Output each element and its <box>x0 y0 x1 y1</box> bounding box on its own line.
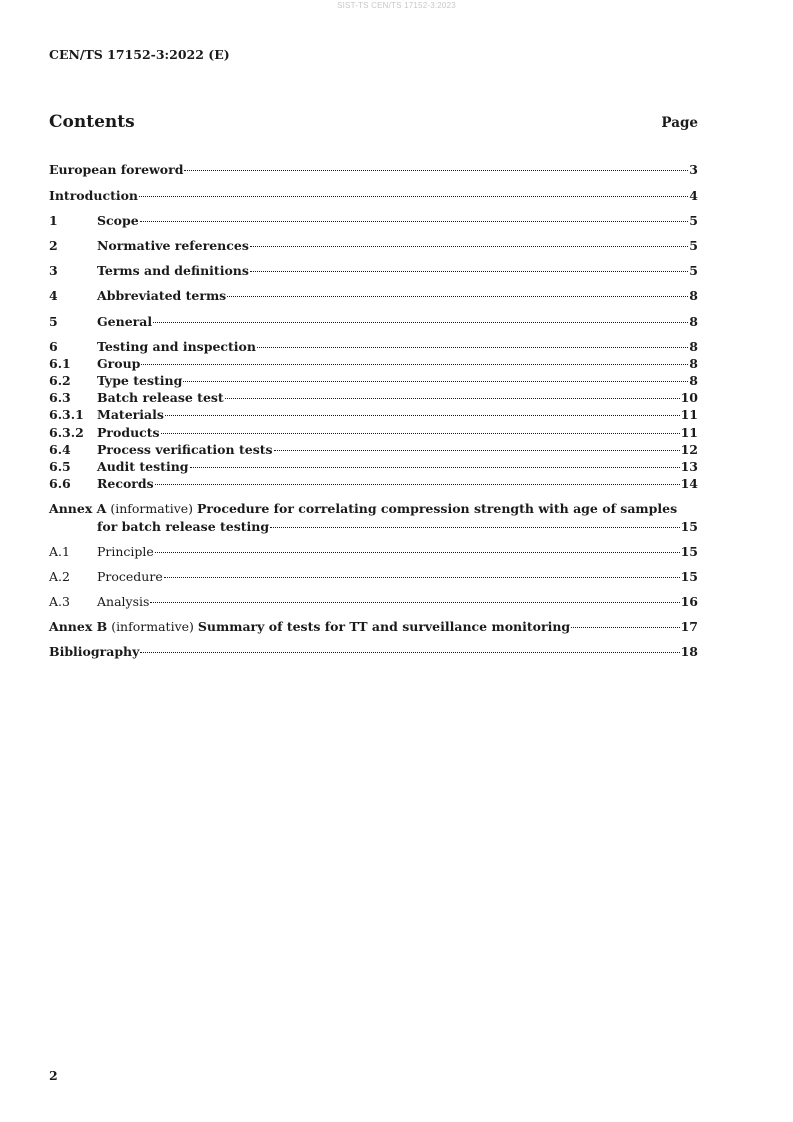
toc-entry-number: 6 <box>49 339 58 354</box>
leader-dots <box>139 196 688 197</box>
toc-entry-title: Batch release test <box>97 390 224 405</box>
toc-entry-type-testing[interactable] <box>49 372 698 389</box>
toc-entry-page: 8 <box>689 373 698 388</box>
toc-entry-page: 15 <box>680 569 698 584</box>
leader-dots <box>161 433 680 434</box>
toc-entry-number: A.1 <box>49 544 70 559</box>
toc-entry-number: 6.3 <box>49 390 71 405</box>
annex-title: Summary of tests for TT and surveillance monitoring <box>197 619 571 634</box>
toc-entry-title: Analysis <box>97 594 150 609</box>
toc-entry-scope[interactable] <box>49 212 698 229</box>
annex-label: Annex A <box>49 501 107 516</box>
leader-dots <box>257 347 688 348</box>
toc-entry-audit-testing[interactable] <box>49 458 698 475</box>
toc-entry-title: European foreword <box>49 162 184 177</box>
toc-entry-number: 6.4 <box>49 442 71 457</box>
toc-entry-page: 10 <box>680 390 698 405</box>
toc-entry-title: Abbreviated terms <box>97 288 227 303</box>
page-column-label: Page <box>661 115 698 131</box>
leader-dots <box>270 527 679 528</box>
toc-entry-number: 3 <box>49 263 58 278</box>
toc-entry-title: Normative references <box>97 238 249 253</box>
toc-entry-products[interactable] <box>49 424 698 441</box>
toc-entry-number: 6.6 <box>49 476 71 491</box>
toc-entry-page: 4 <box>689 188 698 203</box>
toc-entry-principle[interactable] <box>49 543 698 560</box>
toc-entry-page: 14 <box>680 476 698 491</box>
toc-entry-page: 11 <box>680 425 698 440</box>
leader-dots <box>141 364 688 365</box>
leader-dots <box>274 450 680 451</box>
toc-entry-page: 15 <box>680 544 698 559</box>
toc-entry-title: Records <box>97 476 154 491</box>
toc-entry-number: 6.2 <box>49 373 71 388</box>
toc-entry-title: Process verification tests <box>97 442 273 457</box>
toc-entry-number: 6.3.2 <box>49 425 84 440</box>
toc-entry-page: 8 <box>689 356 698 371</box>
annex-type: (informative) <box>110 501 194 516</box>
toc-entry-title: Terms and definitions <box>97 263 249 278</box>
page-number: 2 <box>49 1068 58 1083</box>
leader-dots <box>155 552 680 553</box>
toc-entry-foreword[interactable] <box>49 161 698 178</box>
toc-entry-number: A.2 <box>49 569 70 584</box>
leader-dots <box>250 246 688 247</box>
toc-entry-page: 8 <box>689 314 698 329</box>
toc-entry-bibliography[interactable] <box>49 643 698 660</box>
toc-entry-number: 6.5 <box>49 459 71 474</box>
toc-entry-page: 17 <box>680 619 698 634</box>
annex-title: Procedure for correlating compression strength with age of samples <box>197 501 678 516</box>
page-title: Contents <box>49 112 135 132</box>
toc-entry-abbreviated-terms[interactable] <box>49 287 698 304</box>
toc-entry-terms-definitions[interactable] <box>49 262 698 279</box>
toc-entry-page: 5 <box>689 263 698 278</box>
toc-entry-batch-release-test[interactable] <box>49 389 698 406</box>
toc-entry-number: 1 <box>49 213 58 228</box>
leader-dots <box>227 296 688 297</box>
annex-title-continued: for batch release testing <box>97 519 270 534</box>
toc-entry-title: Bibliography <box>49 644 140 659</box>
toc-entry-number: 2 <box>49 238 58 253</box>
toc-entry-page: 15 <box>680 519 698 534</box>
leader-dots <box>225 398 680 399</box>
toc-entry-page: 8 <box>689 339 698 354</box>
toc-entry-page: 3 <box>689 162 698 177</box>
leader-dots <box>140 652 679 653</box>
leader-dots <box>150 602 679 603</box>
toc-entry-records[interactable] <box>49 475 698 492</box>
toc-entry-title: Testing and inspection <box>97 339 256 354</box>
toc-entry-procedure[interactable] <box>49 568 698 585</box>
toc-entry-number: 6.3.1 <box>49 407 84 422</box>
leader-dots <box>153 322 688 323</box>
toc-entry-group[interactable] <box>49 355 698 372</box>
toc-entry-page: 5 <box>689 213 698 228</box>
toc-entry-page: 11 <box>680 407 698 422</box>
annex-type: (informative) <box>111 619 194 634</box>
toc-entry-testing-inspection[interactable] <box>49 338 698 355</box>
toc-entry-introduction[interactable] <box>49 187 698 204</box>
toc-entry-title: Materials <box>97 407 164 422</box>
toc-entry-page: 13 <box>680 459 698 474</box>
toc-entry-title: General <box>97 314 153 329</box>
toc-entry-page: 8 <box>689 288 698 303</box>
leader-dots <box>140 221 689 222</box>
toc-entry-title: Audit testing <box>97 459 189 474</box>
toc-entry-title: Products <box>97 425 160 440</box>
toc-entry-normative-references[interactable] <box>49 237 698 254</box>
toc-entry-annex-b[interactable] <box>49 618 698 635</box>
annex-label: Annex B <box>49 619 108 634</box>
toc-entry-annex-a[interactable] <box>49 500 698 517</box>
toc-entry-annex-a-continued[interactable] <box>49 518 698 535</box>
leader-dots <box>571 627 679 628</box>
annex-b-heading <box>49 618 570 635</box>
leader-dots <box>183 381 688 382</box>
toc-entry-title: Scope <box>97 213 139 228</box>
leader-dots <box>164 577 680 578</box>
watermark: SIST-TS CEN/TS 17152-3:2023 <box>337 1 456 10</box>
toc-entry-title: Procedure <box>97 569 163 584</box>
toc-entry-page: 16 <box>680 594 698 609</box>
toc-entry-number: 4 <box>49 288 58 303</box>
toc-entry-title: Type testing <box>97 373 183 388</box>
leader-dots <box>190 467 680 468</box>
toc-entry-process-verification[interactable] <box>49 441 698 458</box>
toc-entry-page: 5 <box>689 238 698 253</box>
toc-entry-analysis[interactable] <box>49 593 698 610</box>
document-id: CEN/TS 17152-3:2022 (E) <box>49 47 230 62</box>
toc-entry-number: 6.1 <box>49 356 71 371</box>
leader-dots <box>155 484 680 485</box>
toc-entry-page: 12 <box>680 442 698 457</box>
toc-entry-number: 5 <box>49 314 58 329</box>
leader-dots <box>184 170 688 171</box>
toc-entry-page: 18 <box>680 644 698 659</box>
toc-entry-general[interactable] <box>49 313 698 330</box>
leader-dots <box>250 271 688 272</box>
toc-entry-number: A.3 <box>49 594 70 609</box>
toc-entry-materials[interactable] <box>49 406 698 423</box>
toc-entry-title: Introduction <box>49 188 139 203</box>
leader-dots <box>165 415 680 416</box>
toc-entry-title: Group <box>97 356 141 371</box>
toc-entry-title: Principle <box>97 544 154 559</box>
